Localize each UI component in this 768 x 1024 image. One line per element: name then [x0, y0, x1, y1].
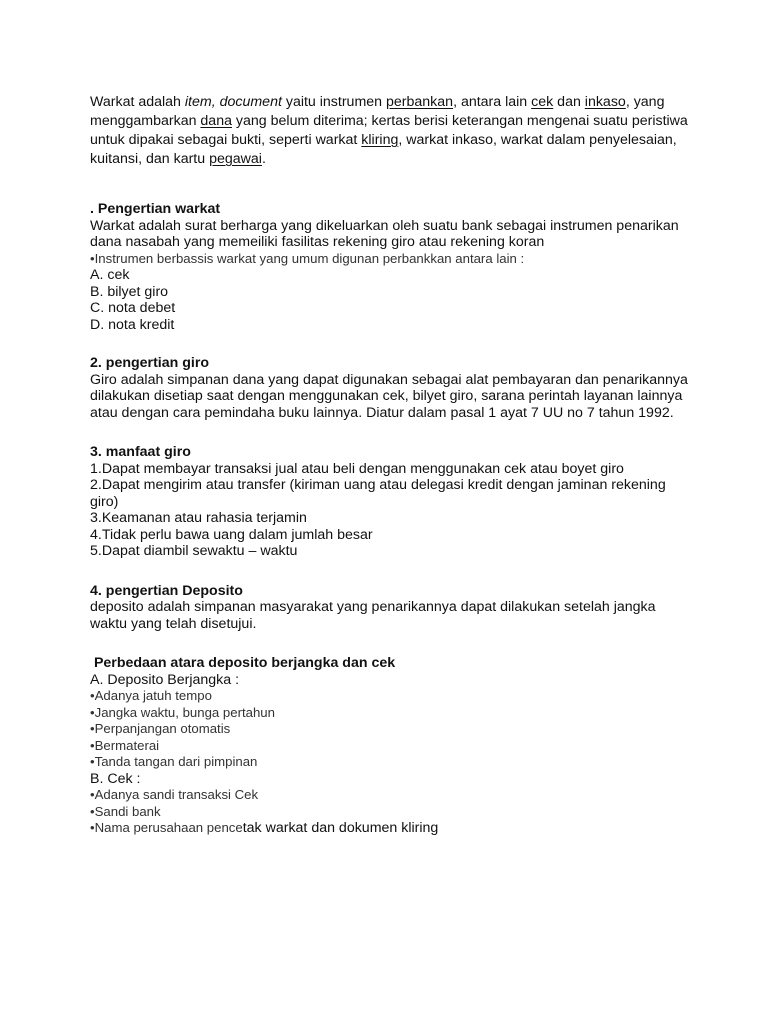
- list-item: C. nota debet: [90, 300, 176, 316]
- bullet-line: •Tanda tangan dari pimpinan: [90, 754, 258, 769]
- section-heading: 2. pengertian giro: [90, 355, 210, 371]
- section-heading: Perbedaan atara deposito berjangka dan cek: [90, 655, 396, 671]
- bullet-line: •Perpanjangan otomatis: [90, 721, 231, 736]
- list-item: D. nota kredit: [90, 316, 175, 333]
- link-cek[interactable]: cek: [531, 94, 554, 110]
- intro-text: , yang menggambarkan: [90, 94, 665, 129]
- intro-text: yaitu instrumen: [281, 94, 386, 110]
- intro-text: yang belum diterima; kertas berisi keterangan mengenai suatu peristiwa untuk dipakai sebagai bukti, seperti warkat: [90, 113, 688, 148]
- bullet-line: •Bermaterai: [90, 737, 160, 753]
- list-item: 5.Dapat diambil sewaktu – waktu: [90, 543, 298, 559]
- link-dana[interactable]: dana: [200, 113, 232, 129]
- section-pengertian-warkat: [90, 201, 690, 333]
- bullet-text: tak warkat dan dokumen kliring: [242, 820, 439, 836]
- list-item: 3.Keamanan atau rahasia terjamin: [90, 510, 307, 526]
- list-item: 2.Dapat mengirim atau transfer (kiriman uang atau delegasi kredit dengan jaminan rekening giro): [90, 477, 666, 510]
- section-heading: . Pengertian warkat: [90, 201, 221, 217]
- section-text: Warkat adalah surat berharga yang dikeluarkan oleh suatu bank sebagai instrumen penarikan dana nasabah yang memeiliki fasilitas rekening giro atau rekening koran: [90, 217, 679, 250]
- link-pegawai[interactable]: pegawai: [209, 151, 262, 167]
- link-kliring[interactable]: kliring: [361, 132, 399, 148]
- intro-text: dan: [553, 94, 585, 110]
- intro-section: [90, 93, 690, 169]
- bullet-line: •Instrumen berbassis warkat yang umum digunan perbankkan antara lain :: [90, 250, 525, 266]
- link-perbankan[interactable]: perbankan: [386, 94, 454, 110]
- intro-text: Warkat adalah: [90, 94, 185, 110]
- section-pengertian-giro: [90, 355, 690, 421]
- link-inkaso[interactable]: inkaso: [584, 94, 626, 110]
- section-text: Giro adalah simpanan dana yang dapat digunakan sebagai alat pembayaran dan penarikannya dilakukan disetiap saat dengan menggunakan cek, bilyet giro, sarana perintah layanan lainnya atau dengan cara pemindaha buku lainnya. Diatur dalam pasal 1 ayat 7 UU no 7 tahun 1992.: [90, 371, 688, 421]
- list-item: 1.Dapat membayar transaksi jual atau beli dengan menggunakan cek atau boyet giro: [90, 460, 624, 477]
- section-manfaat-giro: [90, 444, 690, 560]
- bullet-line: [90, 820, 690, 837]
- sub-heading: A. Deposito Berjangka :: [90, 671, 240, 688]
- document-page: [90, 93, 690, 837]
- section-heading: 3. manfaat giro: [90, 444, 191, 460]
- section-heading: 4. pengertian Deposito: [90, 582, 243, 599]
- list-item: 4.Tidak perlu bawa uang dalam jumlah besar: [90, 526, 373, 543]
- bullet-line: •Jangka waktu, bunga pertahun: [90, 704, 275, 720]
- intro-italic-text: item, document: [184, 94, 282, 110]
- section-text: deposito adalah simpanan masyarakat yang penarikannya dapat dilakukan setelah jangka waktu yang telah disetujui.: [90, 599, 656, 632]
- bullet-line: •Adanya sandi transaksi Cek: [90, 787, 259, 802]
- section-pengertian-deposito: [90, 583, 690, 633]
- section-perbedaan: [90, 655, 690, 837]
- bullet-line: •Sandi bank: [90, 803, 161, 819]
- intro-paragraph: [90, 93, 690, 169]
- list-item: A. cek: [90, 267, 130, 283]
- intro-text: , warkat inkaso, warkat dalam penyelesaian, kuitansi, dan kartu: [90, 132, 677, 167]
- bullet-line: •Adanya jatuh tempo: [90, 688, 212, 703]
- list-item: B. bilyet giro: [90, 283, 169, 300]
- intro-text: , antara lain: [453, 94, 532, 110]
- intro-text: .: [261, 151, 266, 167]
- bullet-text: •Nama perusahaan pence: [90, 820, 243, 835]
- sub-heading: B. Cek :: [90, 770, 141, 787]
